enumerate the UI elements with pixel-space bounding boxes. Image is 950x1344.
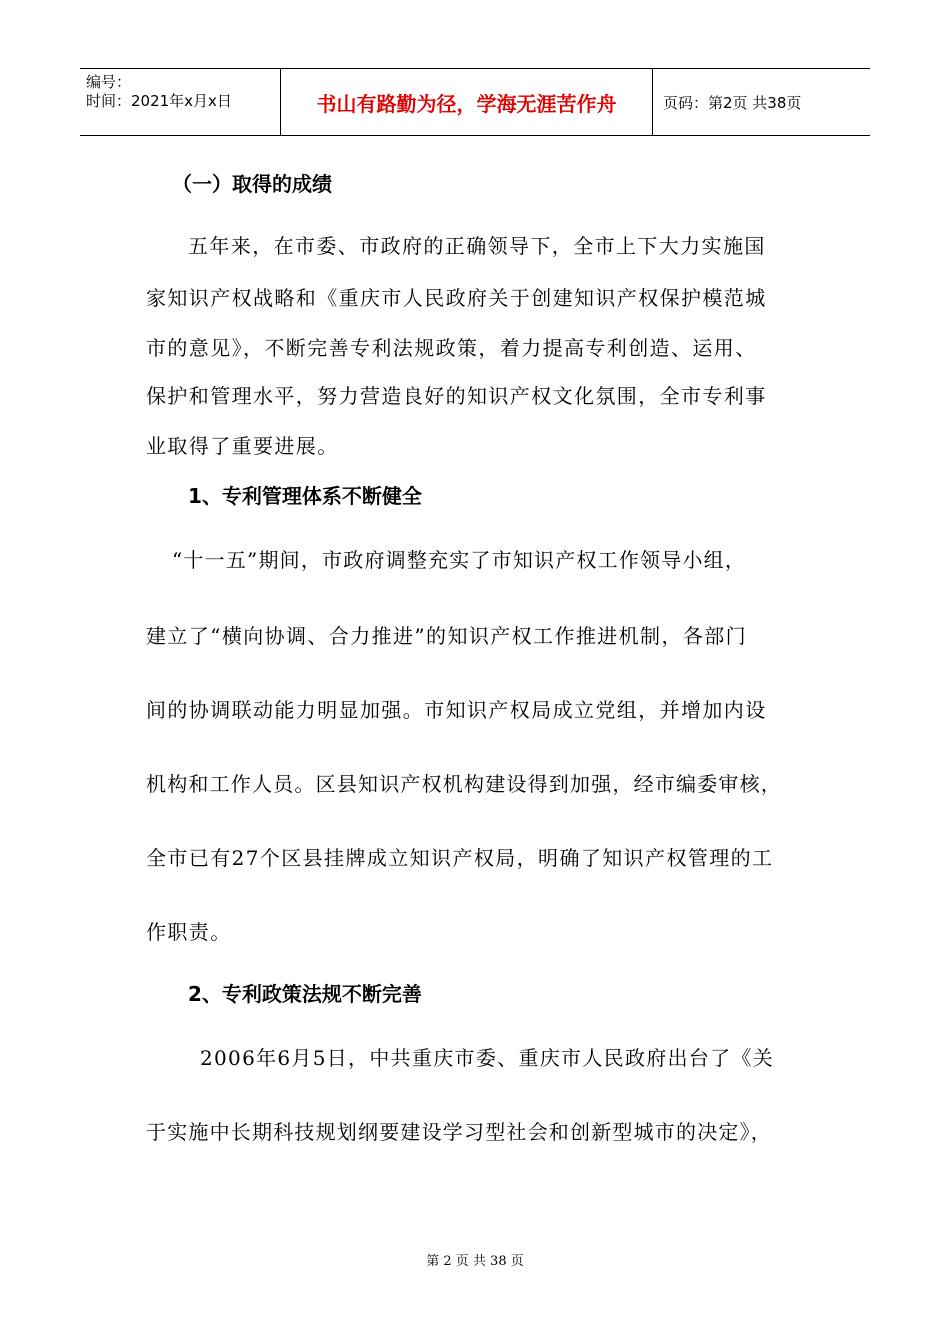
item1-line: 建立了“横向协调、合力推进”的知识产权工作推进机制，各部门 <box>146 624 748 648</box>
page-footer: 第 2 页 共 38 页 <box>426 1254 524 1269</box>
item1-line: 全市已有27个区县挂牌成立知识产权局，明确了知识产权管理的工 <box>146 846 774 870</box>
header-motto: 书山有路勤为径，学海无涯苦作舟 <box>281 69 653 135</box>
intro-line: 家知识产权战略和《重庆市人民政府关于创建知识产权保护模范城 <box>146 286 767 310</box>
item1-line: 机构和工作人员。区县知识产权机构建设得到加强，经市编委审核， <box>146 772 782 796</box>
header-meta <box>80 69 281 135</box>
intro-line: 保护和管理水平，努力营造良好的知识产权文化氛围，全市专利事 <box>146 384 767 408</box>
document-header <box>80 68 870 136</box>
item2-heading: 2、专利政策法规不断完善 <box>188 982 422 1006</box>
item1-line: 作职责。 <box>146 920 232 944</box>
item1-heading: 1、专利管理体系不断健全 <box>188 484 422 508</box>
intro-line: 五年来，在市委、市政府的正确领导下，全市上下大力实施国 <box>188 234 766 258</box>
section-heading: （一）取得的成绩 <box>172 172 332 196</box>
intro-line: 市的意见》，不断完善专利法规政策，着力提高专利创造、运用、 <box>146 336 757 360</box>
header-page-info: 页码：第2页 共38页 <box>663 93 802 112</box>
intro-line: 业取得了重要进展。 <box>146 434 339 458</box>
item2-line: 于实施中长期科技规划纲要建设学习型社会和创新型城市的决定》， <box>146 1120 772 1144</box>
item1-line: “十一五”期间，市政府调整充实了市知识产权工作领导小组， <box>172 548 747 572</box>
item1-line: 间的协调联动能力明显加强。市知识产权局成立党组，并增加内设 <box>146 698 767 722</box>
item2-line: 2006年6月5日，中共重庆市委、重庆市人民政府出台了《关 <box>200 1046 775 1070</box>
header-time: 时间：2021年x月x日 <box>86 92 232 110</box>
header-number: 编号： <box>86 73 132 91</box>
